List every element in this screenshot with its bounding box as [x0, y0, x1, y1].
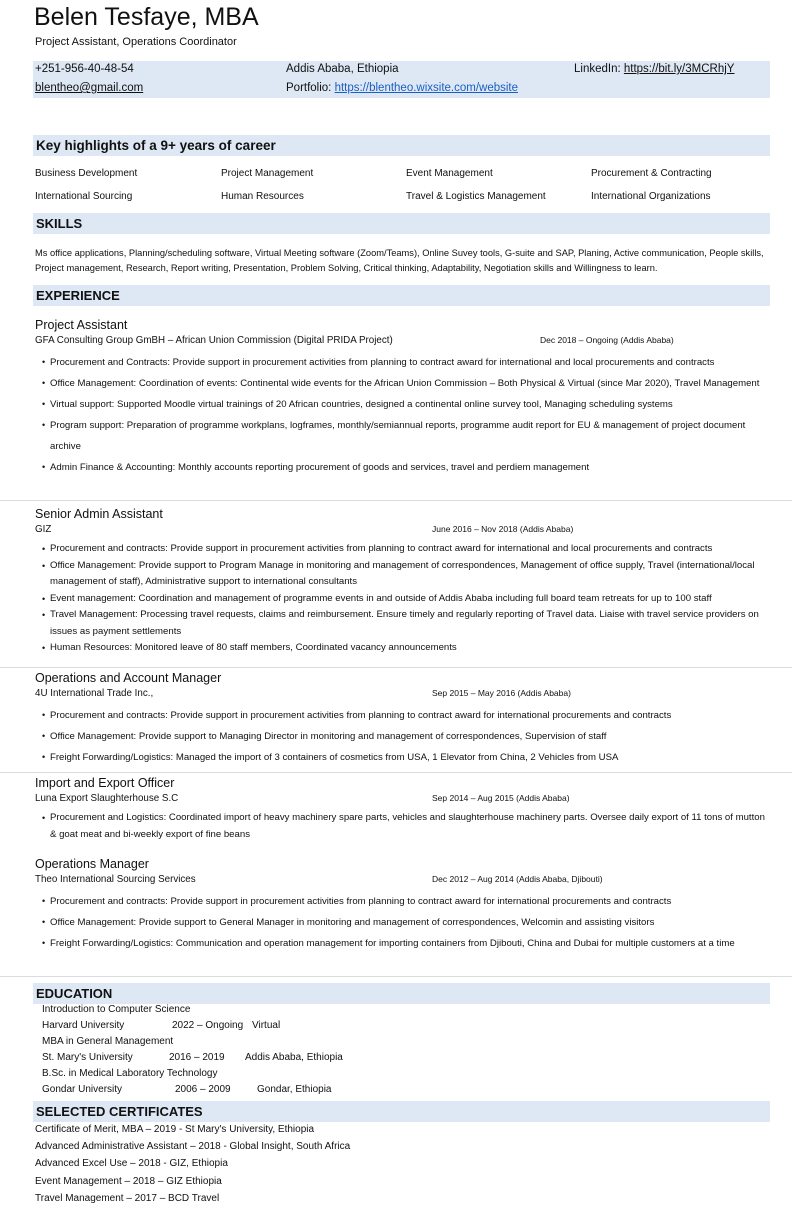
education-place: Gondar, Ethiopia [257, 1084, 332, 1095]
job-bullet: • Virtual support: Supported Moodle virtual trainings of 20 African countries, designed a continental online survey tool, Managing scheduling systems [50, 394, 770, 415]
divider [0, 976, 792, 977]
education-row [42, 1050, 442, 1066]
divider [0, 500, 792, 501]
job-bullets [35, 352, 770, 478]
education-degree: B.Sc. in Medical Laboratory Technology [42, 1068, 218, 1079]
certificates-heading: SELECTED CERTIFICATES [33, 1101, 770, 1122]
education-place: Virtual [252, 1020, 281, 1031]
job-date: June 2016 – Nov 2018 (Addis Ababa) [432, 524, 574, 534]
highlight-item: Business Development [35, 168, 138, 179]
job-title: Project Assistant [35, 318, 128, 332]
job-entry [35, 506, 775, 657]
education-row [42, 1018, 442, 1034]
highlights-heading: Key highlights of a 9+ years of career [33, 135, 770, 156]
job-company: 4U International Trade Inc., [35, 688, 154, 699]
job-bullet: • Office Management: Provide support to General Manager in monitoring and management of correspondences, Welcomin and assisting visitors [50, 912, 770, 933]
linkedin [574, 61, 734, 77]
job-bullet: • Freight Forwarding/Logistics: Managed the import of 3 containers of cosmetics from USA, 1 Elevator from China, 2 Vehicles from USA [50, 747, 770, 768]
job-company: GIZ [35, 524, 52, 535]
job-bullet: • Procurement and contracts: Provide support in procurement activities from planning to contract award for international procurements and contracts [50, 705, 770, 726]
certificate-item: Advanced Administrative Assistant – 2018 - Global Insight, South Africa [35, 1141, 351, 1153]
education-school: St. Mary's University [42, 1052, 133, 1063]
candidate-name: Belen Tesfaye, MBA [34, 3, 259, 31]
education-school: Harvard University [42, 1020, 125, 1031]
certificate-item: Event Management – 2018 – GIZ Ethiopia [35, 1175, 222, 1187]
job-bullet: • Freight Forwarding/Logistics: Communication and operation management for importing containers from Djibouti, China and Dubai for multiple customers at a time [50, 933, 770, 954]
job-bullet: • Travel Management: Processing travel requests, claims and reimbursement. Ensure timely and regularly reporting of Travel data. Liaise with travel service providers on issues as payment settlements [50, 607, 770, 640]
location: Addis Ababa, Ethiopia [286, 63, 399, 75]
linkedin-label: LinkedIn: [574, 63, 624, 75]
job-bullet: • Procurement and contracts: Provide support in procurement activities from planning to contract award for international procurements and contracts [50, 891, 770, 912]
job-title: Senior Admin Assistant [35, 507, 163, 521]
job-bullet: • Event management: Coordination and management of programme events in and outside of Addis Ababa including full board team retreats for up to 100 staff [50, 591, 770, 608]
job-bullet: • Procurement and Contracts: Provide support in procurement activities from planning to contract award for international and local procurements and contracts [50, 352, 770, 373]
job-bullet: • Human Resources: Monitored leave of 80 staff members, Coordinated vacancy announcements [50, 640, 770, 657]
education-years: 2022 – Ongoing [172, 1020, 244, 1031]
portfolio-label: Portfolio: [286, 82, 335, 94]
phone: +251-956-40-48-54 [35, 63, 134, 75]
email-link[interactable]: blentheo@gmail.com [35, 82, 144, 94]
divider [0, 772, 792, 773]
job-bullet: • Office Management: Coordination of events: Continental wide events for the African Union Commission – Both Physical & Virtual (since Mar 2020), Travel Management [50, 373, 770, 394]
job-bullet: • Admin Finance & Accounting: Monthly accounts reporting procurement of goods and services, travel and perdiem management [50, 457, 770, 478]
job-company: Luna Export Slaughterhouse S.C [35, 793, 179, 804]
job-bullet: • Procurement and contracts: Provide support in procurement activities from planning to contract award for international and local procurements and contracts [50, 541, 770, 558]
skills-heading: SKILLS [33, 213, 770, 234]
education-place: Addis Ababa, Ethiopia [245, 1052, 343, 1063]
candidate-subtitle: Project Assistant, Operations Coordinator [35, 36, 237, 48]
linkedin-link[interactable]: https://bit.ly/3MCRhjY [623, 63, 735, 75]
job-bullets [35, 541, 770, 657]
highlight-item: Event Management [406, 168, 493, 179]
education-degree: MBA in General Management [42, 1036, 174, 1047]
job-entry [35, 775, 775, 843]
education-years: 2016 – 2019 [169, 1052, 225, 1063]
highlight-item: Procurement & Contracting [591, 168, 712, 179]
education-heading: EDUCATION [33, 983, 770, 1004]
education-school: Gondar University [42, 1084, 123, 1095]
job-bullet: • Office Management: Provide support to Program Manage in monitoring and management of correspondences, Management of office supply, Travel (international/local management of staff), Administrative support to international consultants [50, 558, 770, 591]
job-title: Operations Manager [35, 857, 149, 871]
skills-text: Ms office applications, Planning/scheduling software, Virtual Meeting software (Zoom/Teams), Online Suvey tools, G-suite and SAP, Planing, Active communication, People skills, Project management, Research, Report writing, Presentation, Problem Solving, Critical thinking, Adaptability, Negotiation skills and Willingness to learn. [35, 248, 764, 273]
job-company: Theo International Sourcing Services [35, 874, 196, 885]
job-date: Sep 2014 – Aug 2015 (Addis Ababa) [432, 793, 570, 803]
portfolio [286, 80, 518, 96]
highlight-item: International Sourcing [35, 191, 133, 202]
job-bullets [35, 705, 770, 768]
job-entry [35, 317, 775, 478]
highlight-item: Travel & Logistics Management [406, 191, 546, 202]
job-date: Sep 2015 – May 2016 (Addis Ababa) [432, 688, 571, 698]
job-entry [35, 670, 775, 768]
divider [0, 667, 792, 668]
job-bullets [35, 891, 770, 954]
education-degree: Introduction to Computer Science [42, 1004, 191, 1015]
job-title: Import and Export Officer [35, 776, 175, 790]
certificate-item: Travel Management – 2017 – BCD Travel [35, 1192, 220, 1204]
portfolio-link[interactable]: https://blentheo.wixsite.com/website [334, 82, 519, 94]
certificate-item: Advanced Excel Use – 2018 - GIZ, Ethiopia [35, 1158, 228, 1170]
job-title: Operations and Account Manager [35, 671, 222, 685]
highlight-item: Human Resources [221, 191, 304, 202]
job-date: Dec 2012 – Aug 2014 (Addis Ababa, Djibouti) [432, 874, 603, 884]
job-company: GFA Consulting Group GmBH – African Union Commission (Digital PRIDA Project) [35, 335, 393, 346]
job-bullet: • Program support: Preparation of programme workplans, logframes, monthly/semiannual reports, programme audit report for EU & management of project document archive [50, 415, 770, 457]
certificate-item: Certificate of Merit, MBA – 2019 - St Mary's University, Ethiopia [35, 1124, 315, 1135]
job-entry [35, 856, 775, 954]
highlight-item: International Organizations [591, 191, 711, 202]
highlight-item: Project Management [221, 168, 314, 179]
job-bullets [35, 810, 770, 843]
job-bullet: • Office Management: Provide support to Managing Director in monitoring and management of correspondences, Supervision of staff [50, 726, 770, 747]
job-date: Dec 2018 – Ongoing (Addis Ababa) [540, 335, 674, 345]
education-row [42, 1082, 442, 1098]
job-bullet: • Procurement and Logistics: Coordinated import of heavy machinery spare parts, vehicles and slaughterhouse machinery parts. Oversee daily export of 11 tons of mutton & goat meat and bi-weekly export of fine beans [50, 810, 770, 843]
experience-heading: EXPERIENCE [33, 285, 770, 306]
education-years: 2006 – 2009 [175, 1084, 231, 1095]
contact-band [33, 61, 770, 98]
